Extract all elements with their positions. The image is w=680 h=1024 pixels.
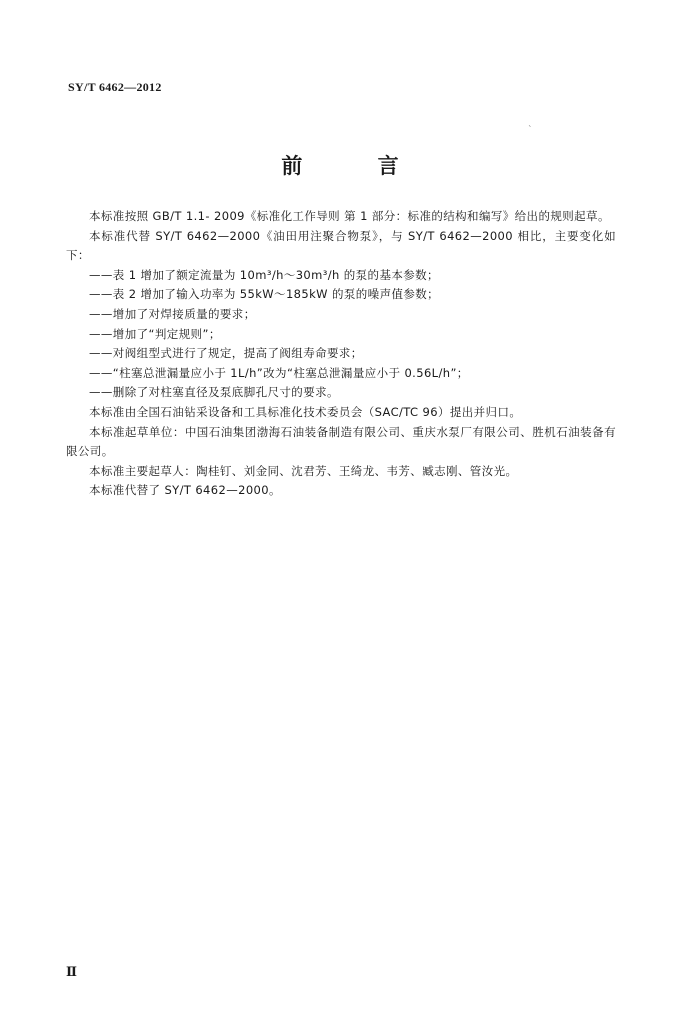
paragraph-drafting-units: 本标准起草单位：中国石油集团渤海石油装备制造有限公司、重庆水泵厂有限公司、胜机石油装备有限公司。 (66, 424, 616, 459)
page-title: 前 言 (281, 154, 433, 178)
change-item: ——对阀组型式进行了规定，提高了阀组寿命要求； (89, 346, 363, 361)
paragraph-supersedes: 本标准代替了 SY/T 6462—2000。 (89, 483, 281, 498)
foreword-body (66, 207, 616, 501)
paragraph-proposer: 本标准由全国石油钻采设备和工具标准化技术委员会（SAC/TC 96）提出并归口。 (89, 404, 522, 419)
page-number: Ⅱ (66, 965, 77, 980)
change-item: ——表 1 增加了额定流量为 10m³/h～30m³/h 的泵的基本参数； (89, 267, 439, 282)
paragraph-drafting-rules: 本标准按照 GB/T 1.1- 2009《标准化工作导则 第 1 部分：标准的结构和编写》给出的规则起草。 (89, 209, 610, 223)
change-item: ——“柱塞总泄漏量应小于 1L/h”改为“柱塞总泄漏量应小于 0.56L/h”； (89, 365, 469, 380)
paragraph-replacement: 本标准代替 SY/T 6462—2000《油田用注聚合物泵》，与 SY/T 6462—2000 相比，主要变化如下： (66, 228, 616, 263)
change-item: ——增加了“判定规则”； (89, 326, 221, 341)
scan-speck: ` (528, 126, 533, 136)
standard-code: SY/T 6462—2012 (68, 80, 162, 94)
change-item: ——表 2 增加了输入功率为 55kW～185kW 的泵的噪声值参数； (89, 287, 440, 302)
paragraph-drafters: 本标准主要起草人：陶桂钉、刘金同、沈君芳、王绮龙、韦芳、臧志刚、管汝光。 (89, 463, 518, 478)
change-item: ——增加了对焊接质量的要求； (89, 306, 256, 321)
change-item: ——删除了对柱塞直径及泵底脚孔尺寸的要求。 (89, 385, 339, 400)
